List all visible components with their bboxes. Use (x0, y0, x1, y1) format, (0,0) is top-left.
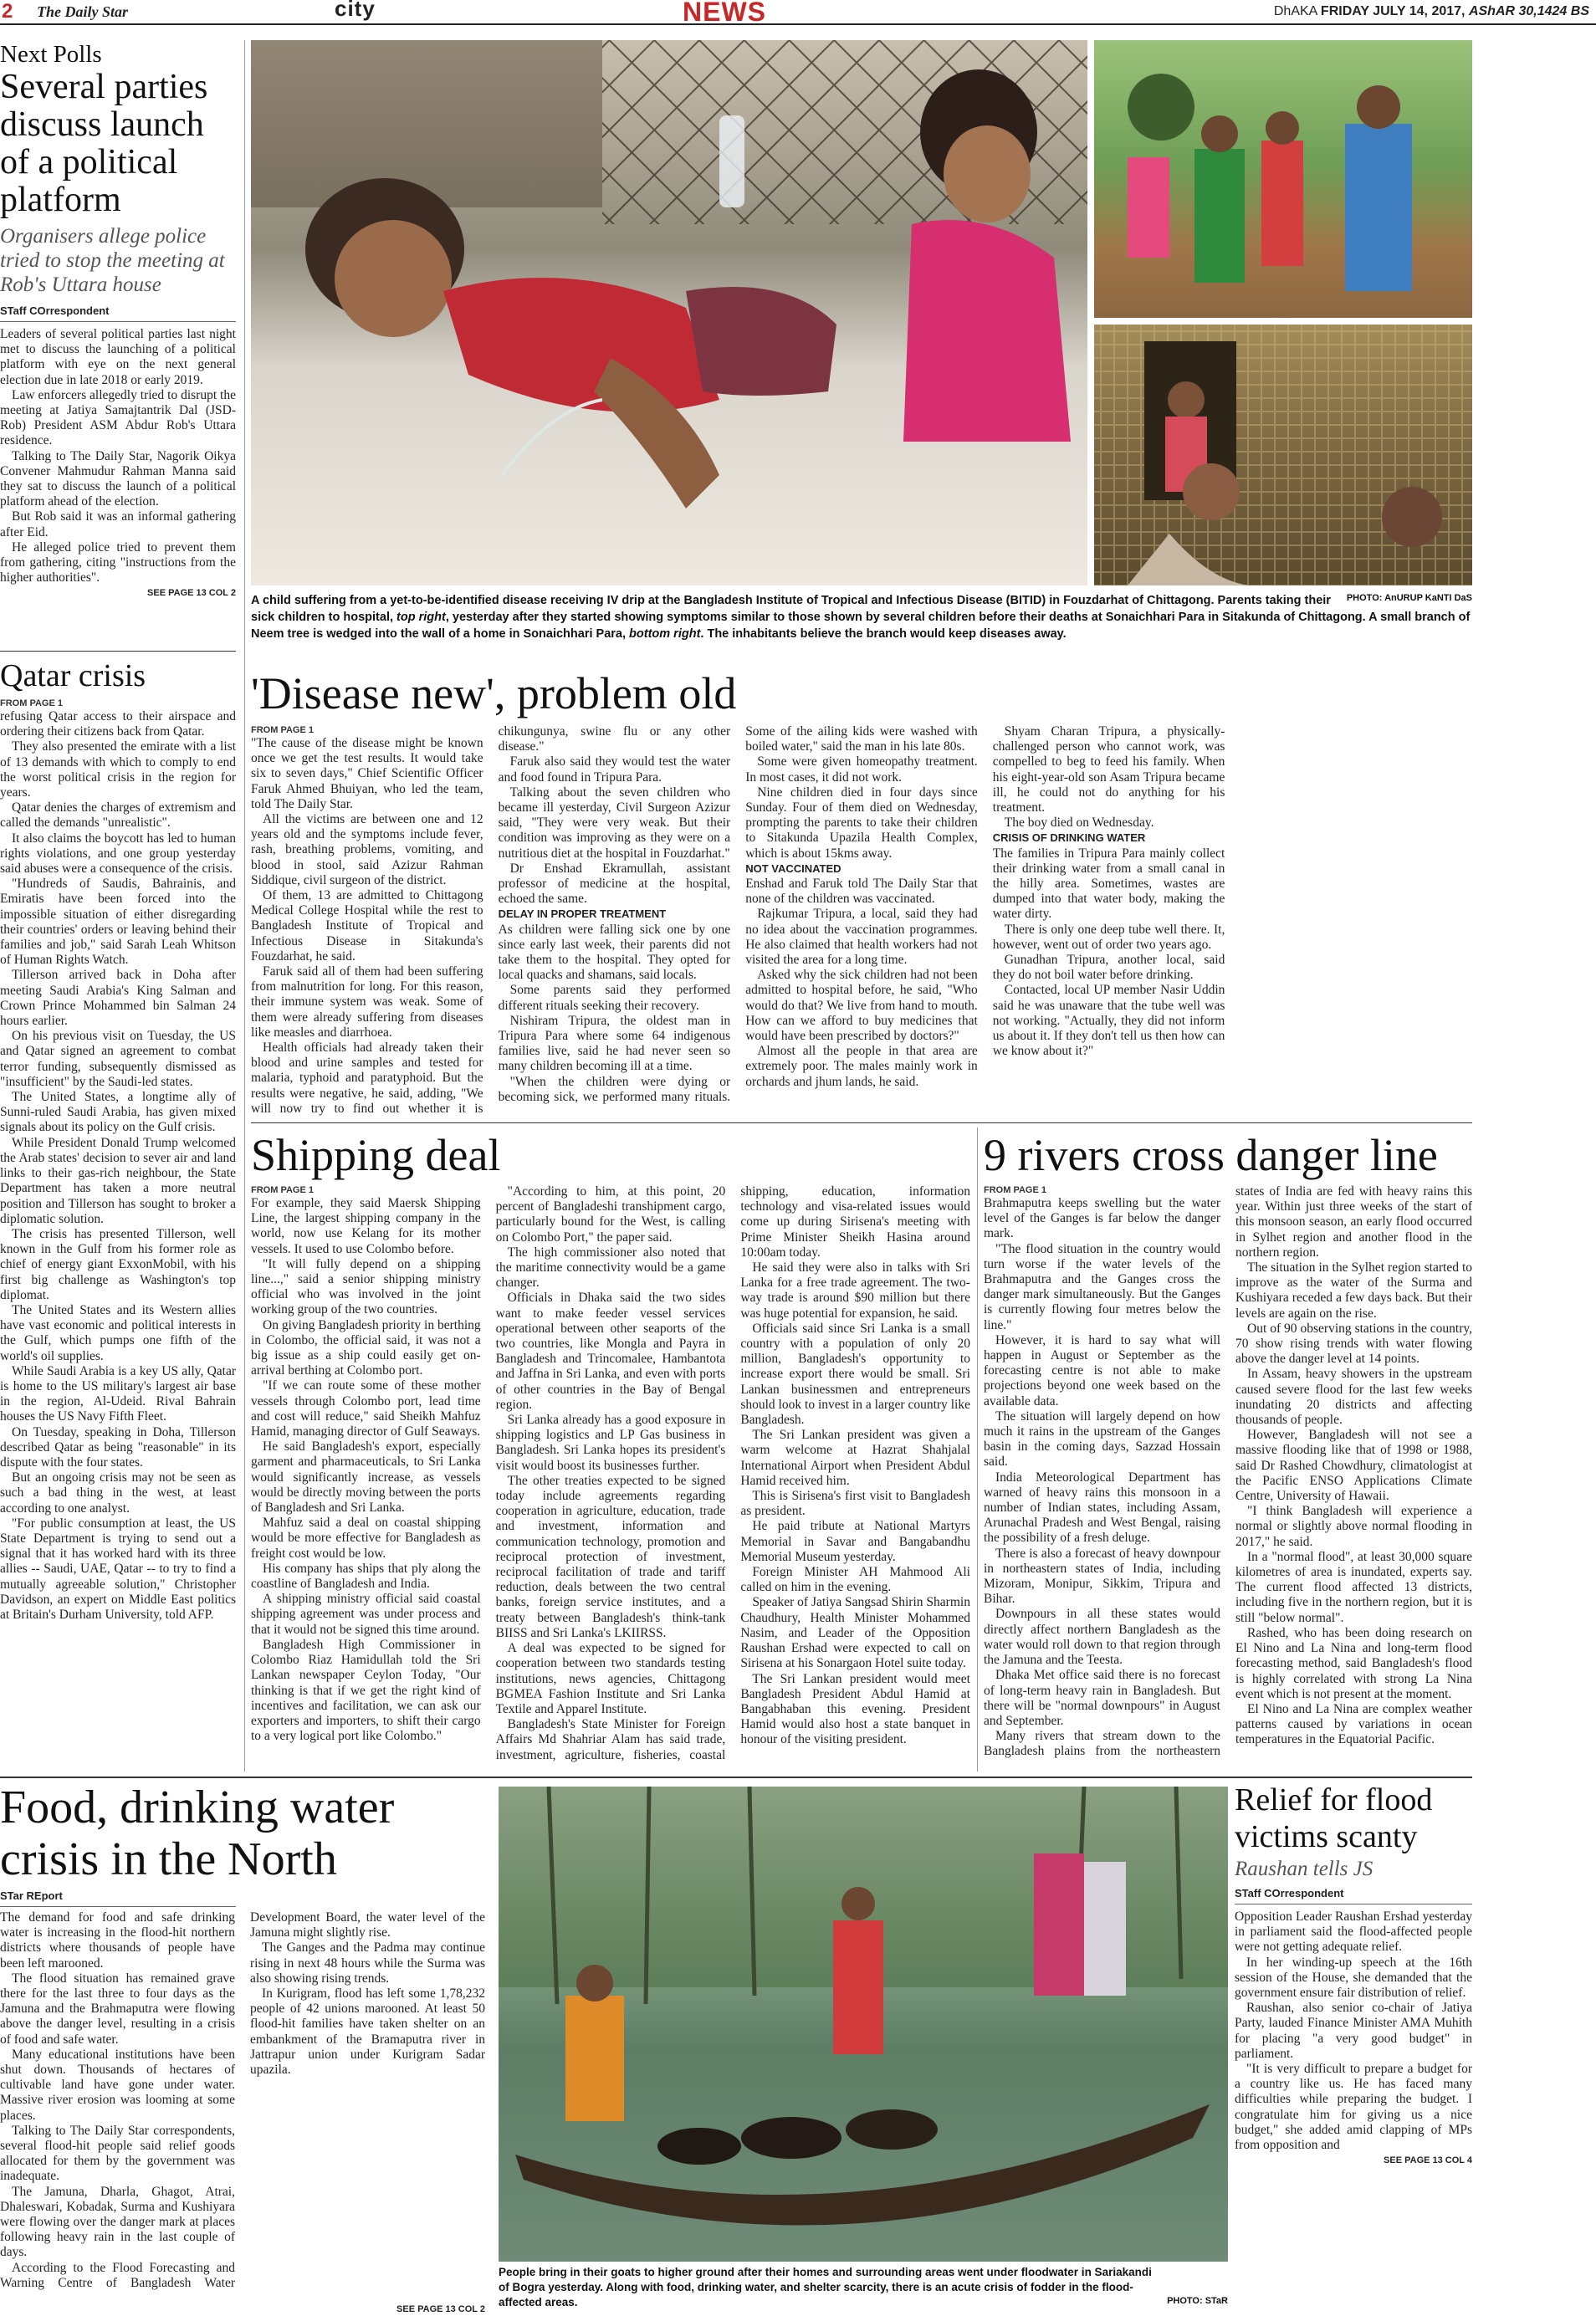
child-iv-photo (251, 40, 1087, 585)
polls-story (0, 40, 236, 599)
polls-headline: Several parties discuss launch of a political platform (0, 68, 208, 219)
page-header (0, 0, 1596, 25)
relief-body: Opposition Leader Raushan Ershad yesterday in parliament said the flood-affected people were not getting adequate relief. In her winding-up speech at the 16th session of the House, she demanded that the government ensure fair distribution of relief. Raushan, also senior co-chair of Jatiya Party, lauded Finance Minister AMA Muhith for placing "a very good budget" in parliament. "It is very difficult to prepare a budget for a country like us. He has faced many difficulties while preparing the budget. I congratulate him for giving us a nice budget," she added amid clapping of MPs from opposition and (1235, 1910, 1472, 2153)
relief-deck: Raushan tells JS (1235, 1858, 1373, 1880)
food-jump[interactable]: SEE PAGE 13 COL 2 (396, 2304, 485, 2314)
top-photo-credit: PHOTO: AnURUP KaNTI DaS (1346, 593, 1472, 603)
relief-jump[interactable]: SEE PAGE 13 COL 4 (1384, 2155, 1472, 2166)
top-photo-caption: PHOTO: AnURUP KaNTI DaS A child suffering from a yet-to-be-identified disease receiving IV drip at the Bangladesh Institute of Tropical and Infectious Disease (BITID) in Fouzdarhat of Chittagong. Parents taking their sick children to hospital, top right, yesterday after they started showing symptoms similar to those shown by several children before their deaths at Sonaichhari Para in Sitakunda of Chittagong. A small branch of Neem tree is wedged into the wall of a home in Sonaichhari Para, bottom right. The inhabitants believe the branch would keep diseases away. (251, 593, 1472, 641)
relief-headline: Relief for flood victims scanty (1235, 1782, 1433, 1854)
polls-byline: STaff COrrespondent (0, 304, 236, 322)
neem-branch-photo (1094, 325, 1472, 585)
boat-photo-caption: PHOTO: STaR People bring in their goats to higher ground after their homes and surrounding areas went under floodwater in Sariakandi of Bogra yesterday. Along with food, drinking water, and shelter scarcity, there is an acute crisis of fodder in the flood-affected areas. (499, 2266, 1228, 2308)
polls-jump[interactable]: SEE PAGE 13 COL 2 (147, 588, 236, 599)
disease-story: FROM PAGE 1 "The cause of the disease might be known once we get the test results. It would take six to seven days," Chief Scientific Officer Faruk Ahmed Bhuiyan, who led the team, told The Daily Star. All the victims are between one and 12 years old and the symptoms include fever, rash, breathing problems, vomiting, and blood in stool, said Azizur Rahman Siddique, civil surgeon of the district. Of them, 13 are admitted to Chittagong Medical College Hospital while the rest to Bangladesh Institute of Tropical and Infectious Disease in Sitakunda's Fouzdarhat, he said. Faruk said all of them had been suffering from malnutrition for long. For this reason, their immune system was weak. Some of them were already suffering from diseases like measles and diarrhoea. Health officials had already taken their blood and urine samples and tested for malaria, typhoid and paratyphoid. But the results were negative, he said, adding, "We will now try to find out whether it is chikungunya, swine flu or any other disease." Faruk also said they would test the water and food found in Tripura Para. Talking about the seven children who became ill yesterday, Civil Surgeon Azizur said, "They were very weak. But their condition was improving as they were on a nutritious diet at the hospital in Fouzdarhat." Dr Enshad Ekramullah, assistant professor of medicine at the hospital, echoed the same. DELAY IN PROPER TREATMENT As children were falling sick one by one since early last week, their parents did not take them to the hospital. They opted for local quacks and shamans, said locals. Some parents said they performed different rituals seeking their recovery. Nishiram Tripura, the oldest man in Tripura Para where some 64 indigenous families live, said he had never seen so many children becoming ill at a time. "When the children were dying or becoming sick, we performed many rituals. Some of the ailing kids were washed with boiled water," said the man in his late 80s. Some were given homeopathy treatment. In most cases, it did not work. Nine children died in four days since Sunday. Four of them died on Wednesday, prompting the parents to take their children to Sitakunda Upazila Health Complex, which is about 15kms away. NOT VACCINATED Enshad and Faruk told The Daily Star that none of the children was vaccinated. Rajkumar Tripura, a local, said they had no idea about the vaccination programmes. He also claimed that health workers had not visited the area for a long time. Asked why the sick children had not been admitted to hospital before, he said, "Who would do that? We live from hand to mouth. How can we afford to buy medicines that would have been prescribed by doctors?" Almost all the people in that area are extremely poor. The males mainly work in orchards and jhum lands, he said. Shyam Charan Tripura, a physically-challenged person who cannot work, was compelled to beg to feed his family. When his eight-year-old son Asam Tripura became ill, he could not do anything for his treatment. The boy died on Wednesday. CRISIS OF DRINKING WATER The families in Tripura Para mainly collect their drinking water from a small canal in the hilly area. Sometimes, wastes are dumped into that water body, making the water dirty. There is only one deep tube well there. It, however, went out of order two years ago. Gunadhan Tripura, another local, said they do not boil water before drinking. Contacted, local UP member Nasir Uddin said he was unaware that the tube well was not working. "Actually, they did not inform us about it. If they don't tell us then how can we know about it?" (251, 724, 1225, 1116)
relief-story (1235, 1782, 1472, 2166)
shipping-story: FROM PAGE 1 For example, they said Maersk Shipping Line, the largest shipping company in the world, now use Kelang for its mother vessels. It used to use Colombo before. "It will fully depend on a shipping line...," said a senior shipping ministry official who was involved in the joint working group of the two countries. On giving Bangladesh priority in berthing in Colombo, the official said, it was not a big issue as a ship could easily get on-arrival berthing at Colombo port. "If we can route some of these mother vessels through Colombo port, lead time and cost will reduce," said Sheikh Mahfuz Hamid, managing director of Gulf Seaways. He said Bangladesh's export, especially garment and pharmaceuticals, to Sri Lanka would significantly increase, as vessels would be directly moving between the ports of Bangladesh and Sri Lanka. Mahfuz said a deal on coastal shipping would be more effective for Bangladesh as freight cost would be low. His company has ships that ply along the coastline of Bangladesh and India. A shipping ministry official said coastal shipping agreement was under process and that it would not be signed this time around. Bangladesh High Commissioner in Colombo Riaz Hamidullah told the Sri Lankan newspaper Ceylon Today, "Our thinking is that if we get the right kind of incentives and facilitation, we can ask our exporters and importers, to shift their cargo to a very logical port like Colombo." "According to him, at this point, 20 percent of Bangladeshi transhipment cargo, particularly bound for the West, is calling on Colombo Port," the paper said. The high commissioner also noted that the maritime connectivity would be a game changer. Officials in Dhaka said the two sides want to make feeder vessel services operational between other seaports of the two countries, like Mongla and Payra in Bangladesh and Trincomalee, Hambantota and Jaffna in Sri Lanka, and even with ports of other countries in the Bay of Bengal region. Sri Lanka already has a good exposure in shipping logistics and LP Gas business in Bangladesh. Sri Lanka hopes its president's visit would boost its businesses further. The other treaties expected to be signed today include agreements regarding cooperation in agriculture, education, trade and investment, information and communication technology, promotion and reciprocal protection of investment, reciprocal facilitation of trade and tariff reduction, deals between the two central banks, foreign service institutes, and a treaty between Bangladesh's think-tank BIISS and Sri Lanka's LKIIRSS. A deal was expected to be signed for cooperation between two standards testing institutions, news agencies, Chittagong BGMEA Fashion Institute and Sri Lanka Textile and Apparel Institute. Bangladesh's State Minister for Foreign Affairs Md Shahriar Alam has said trade, investment, agriculture, fisheries, coastal shipping, education, information technology and visa-related issues would come up during Sirisena's meeting with Prime Minister Sheikh Hasina around 10:00am today. He said they were also in talks with Sri Lanka for a free trade agreement. The two-way trade is around $90 million but there was huge potential for expansion, he said. Officials said since Sri Lanka is a small country with a population of only 20 million, Bangladesh's opportunity to increase export there would be small. Sri Lankan businessmen and entrepreneurs should look to invest in a larger country like Bangladesh. The Sri Lankan president was given a warm welcome at Hazrat Shahjalal International Airport when President Abdul Hamid received him. This is Sirisena's first visit to Bangladesh as president. He paid tribute at National Martyrs Memorial in Savar and Bangabandhu Memorial Museum yesterday. Foreign Minister AH Mahmood Ali called on him in the evening. Speaker of Jatiya Sangsad Shirin Sharmin Chaudhury, Health Minister Mohammed Nasim, and Leader of the Opposition Raushan Ershad were expected to call on Sirisena at his Sonargaon Hotel suite today. The Sri Lankan president would meet Bangladesh President Abdul Hamid at Bangabhaban this evening. President Hamid would also host a state banquet in honour of the visiting president. (251, 1184, 970, 1762)
polls-kicker: Next Polls (0, 41, 102, 68)
shipping-headline: Shipping deal (251, 1130, 501, 1180)
news-label: NEWS (683, 0, 766, 27)
food-headline: Food, drinking water crisis in the North (0, 1782, 395, 1885)
boat-photo-credit: PHOTO: STaR (1167, 2296, 1228, 2306)
dateline: DhAKA FRIDAY JULY 14, 2017, AShAR 30,1424 BS (1273, 4, 1589, 18)
relief-byline: STaff COrrespondent (1235, 1886, 1472, 1904)
flood-boat-photo (499, 1787, 1228, 2262)
parents-children-photo (1094, 40, 1472, 318)
disease-headline: 'Disease new', problem old (251, 668, 737, 718)
food-story: The demand for food and safe drinking water is increasing in the flood-hit northern districts where thousands of people have been left marooned. The flood situation has remained grave there for the last three to four days as the Jamuna and the Brahmaputra were flowing above the danger level, resulting in a crisis of food and safe water. Many educational institutions have been shut down. Thousands of hectares of cultivable land have gone under water. Massive river erosion was looming at some places. Talking to The Daily Star correspondents, several flood-hit people said relief goods allocated for them by the government was inadequate. The Jamuna, Dharla, Ghagot, Atrai, Dhaleswari, Kobadak, Surma and Kushiyara were flowing over the danger mark at places following heavy rain in the last couple of days. According to the Flood Forecasting and Warning Centre of Bangladesh Water Development Board, the water level of the Jamuna might slightly rise. The Ganges and the Padma may continue rising in next 48 hours while the Surma was also showing rising trends. In Kurigram, flood has left some 1,78,232 people of 42 unions marooned. At least 50 flood-hit families have taken shelter on an embankment of the Bramaputra river in Jattrapur union under Kurigram Sadar upazila. (0, 1910, 485, 2290)
food-byline: STar REport (0, 1889, 236, 1907)
rivers-headline: 9 rivers cross danger line (984, 1130, 1438, 1180)
polls-body: Leaders of several political parties last night met to discuss the launching of a political platform with eye on the next general election due in late 2018 or early 2019. Law enforcers allegedly tried to disrupt the meeting at Jatiya Samajtantrik Dal (JSD-Rob) President ASM Abdur Rob's Uttara residence. Talking to The Daily Star, Nagorik Oikya Convener Mahmudur Rahman Manna said they sat to discuss the launch of a political platform ahead of the election. But Rob said it was an informal gathering after Eid. He alleged police tried to prevent them from gathering, citing "instructions from the higher authorities". (0, 327, 236, 585)
qatar-from: FROM PAGE 1 (0, 698, 63, 708)
masthead: The Daily Star (37, 3, 129, 20)
rivers-story: FROM PAGE 1 Brahmaputra keeps swelling but the water level of the Ganges is far below the danger mark. "The flood situation in the country would turn worse if the water levels of the Brahmaputra and the Ganges cross the danger mark simultaneously. But the Ganges is currently flowing four metres below the line." However, it is hard to say what will happen in August or September as the forecasting centre is not able to make projections beyond one week based on the available data. The situation will largely depend on how much it rains in the upstream of the Ganges basin in the coming days, Sazzad Hossain said. India Meteorological Department has warned of heavy rains this monsoon in a number of Indian states, including Assam, Arunachal Pradesh and West Bengal, raising the possibility of a fresh deluge. There is also a forecast of heavy downpour in northeastern states of India, including Mizoram, Monipur, Sikkim, Tripura and Bihar. Downpours in all these states would directly affect northern Bangladesh as the water would roll down to that region through the Jamuna and the Teesta. Dhaka Met office said there is no forecast of long-term heavy rain in Bangladesh. But there will be "normal downpours" in August and September. Many rivers that stream down to the Bangladesh plains from the northeastern states of India are fed with heavy rains this year. Within just three weeks of the start of this monsoon season, an early flood occurred in Sylhet region and another flood in the northern region. The situation in the Sylhet region started to improve as the water of the Surma and Kushiyara receded a few days back. But their levels are again on the rise. Out of 90 observing stations in the country, 70 show rising trends with water flowing above the danger level at 14 points. In Assam, heavy showers in the upstream caused severe flood for the last few weeks inundating 20 districts and affecting thousands of people. However, Bangladesh will not see a massive flooding like that of 1998 or 1988, said Dr Rashed Chowdhury, climatologist at the Pacific ENSO Applications Climate Centre, University of Hawaii. "I think Bangladesh will experience a normal or slightly above normal flooding in 2017," he said. In a "normal flood", at least 30,000 square kilometres of area is inundated, experts say. The current flood affected 13 districts, including five in the northern region, but it is still "below normal". Rashed, who has been doing research on El Nino and La Nina and long-term flood forecasting method, said Bangladesh's flood is highly correlated with strong La Nina event which is not present at the moment. El Nino and La Nina are complex weather patterns caused by variations in ocean temperatures in the Equatorial Pacific. (984, 1184, 1472, 1759)
polls-deck: Organisers allege police tried to stop the meeting at Rob's Uttara house (0, 225, 225, 296)
page-number: 2 (2, 0, 13, 23)
qatar-story (0, 657, 236, 1772)
qatar-headline: Qatar crisis (0, 658, 146, 693)
qatar-body: refusing Qatar access to their airspace and ordering their citizens back from Qatar. They also presented the emirate with a list of 13 demands with which to comply to end the worst political crisis in the region for years. Qatar denies the charges of extremism and called the demands "unrealistic". It also claims the boycott has led to human rights violations, and one group yesterday said abuses were a consequence of the crisis. "Hundreds of Saudis, Bahrainis, and Emiratis have been forced into the impossible situation of either disregarding their countries' orders or leaving behind their families and job," said Sarah Leah Whitson of Human Rights Watch. Tillerson arrived back in Doha after meeting Saudi Arabia's King Salman and Crown Prince Mohammed bin Salman 24 hours earlier. On his previous visit on Tuesday, the US and Qatar signed an agreement to combat terror funding, subsequently dismissed as "insufficient" by the Saudi-led states. The United States, a longtime ally of Sunni-ruled Saudi Arabia, has given mixed signals about its policy on the Gulf crisis. While President Donald Trump welcomed the Arab states' decision to sever air and land links to their gas-rich neighbour, the State Department has taken a more neutral position and Tillerson has sought to broker a diplomatic solution. The crisis has presented Tillerson, well known in the Gulf from his former role as chief of energy giant ExxonMobil, with his first big challenge as Washington's top diplomat. The United States and its Western allies have vast economic and political interests in the Gulf, which pumps one fifth of the world's oil supplies. While Saudi Arabia is a key US ally, Qatar is home to the US military's largest air base in the region, Al-Udeid. Rival Bahrain houses the US Navy Fifth Fleet. On Tuesday, speaking in Doha, Tillerson described Qatar as being "reasonable" in its dispute with the four states. But an ongoing crisis may not be seen as such a bad thing in the west, at least according to one analyst. "For public consumption at least, the US State Department is trying to send out a signal that it has worked hard with its three allies -- Saudi, UAE, Qatar -- to try to find a mutually agreeable solution," Christopher Davidson, an expert on Middle East politics at Britain's Durham University, told AFP. (0, 709, 236, 1622)
section-label: city (335, 0, 376, 21)
